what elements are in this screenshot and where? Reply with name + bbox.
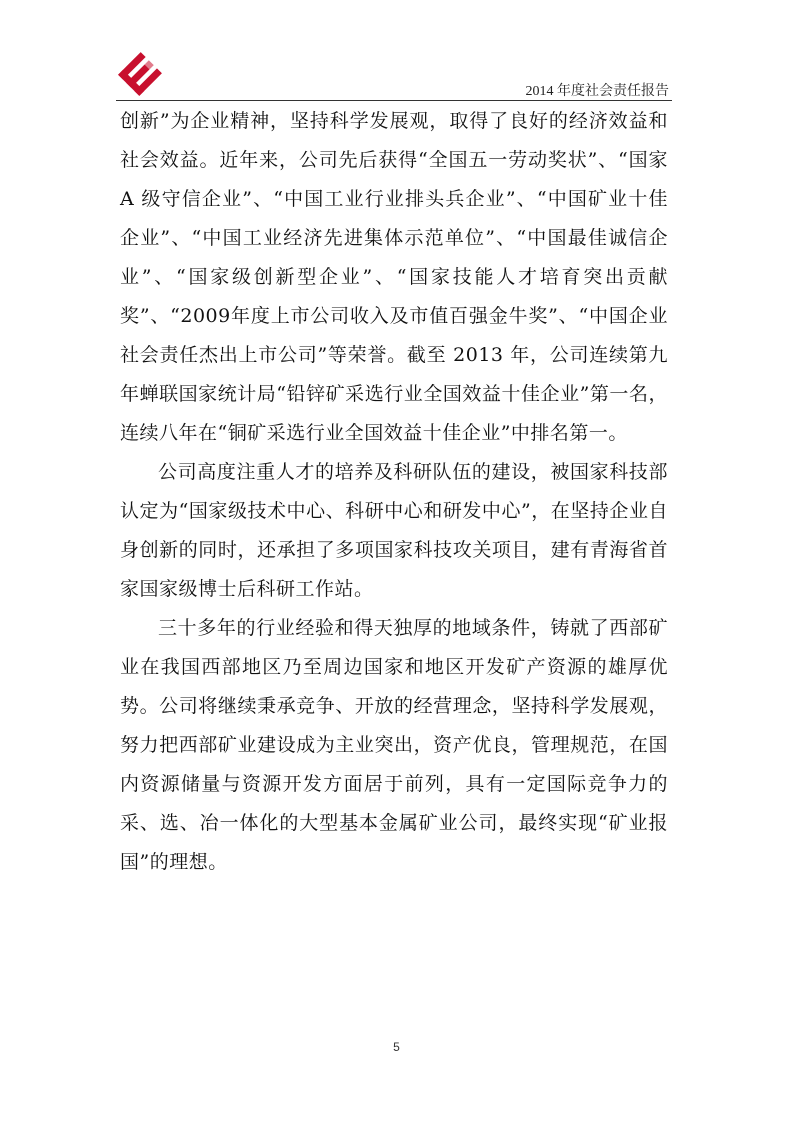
- header-divider: [116, 100, 672, 101]
- paragraph-honors: 创新”为企业精神，坚持科学发展观，取得了良好的经济效益和社会效益。近年来，公司先后获得“全国五一劳动奖状”、“国家A 级守信企业”、“中国工业行业排头兵企业”、“中国矿业十佳企业”、“中国工业经济先进集体示范单位”、“中国最佳诚信企业”、“国家级创新型企业”、“国家技能人才培育突出贡献奖”、“2009年度上市公司收入及市值百强金牛奖”、“中国企业社会责任杰出上市公司”等荣誉。截至 2013 年，公司连续第九年蝉联国家统计局“铅锌矿采选行业全国效益十佳企业”第一名，连续八年在“铜矿采选行业全国效益十佳企业”中排名第一。: [120, 110, 668, 444]
- report-header-title: 2014 年度社会责任报告: [525, 84, 669, 99]
- company-logo-icon: [116, 50, 164, 98]
- paragraph-strategy: 三十多年的行业经验和得天独厚的地域条件，铸就了西部矿业在我国西部地区乃至周边国家和地区开发矿产资源的雄厚优势。公司将继续秉承竞争、开放的经营理念，坚持科学发展观，努力把西部矿业建设成为主业突出，资产优良，管理规范，在国内资源储量与资源开发方面居于前列，具有一定国际竞争力的采、选、冶一体化的大型基本金属矿业公司，最终实现“矿业报国”的理想。: [120, 617, 668, 873]
- paragraph-research: 公司高度注重人才的培养及科研队伍的建设，被国家科技部认定为“国家级技术中心、科研中心和研发中心”，在坚持企业自身创新的同时，还承担了多项国家科技攻关项目，建有青海省首家国家级博士后科研工作站。: [120, 461, 668, 600]
- page-number: 5: [393, 1040, 400, 1054]
- body-text: [120, 102, 668, 882]
